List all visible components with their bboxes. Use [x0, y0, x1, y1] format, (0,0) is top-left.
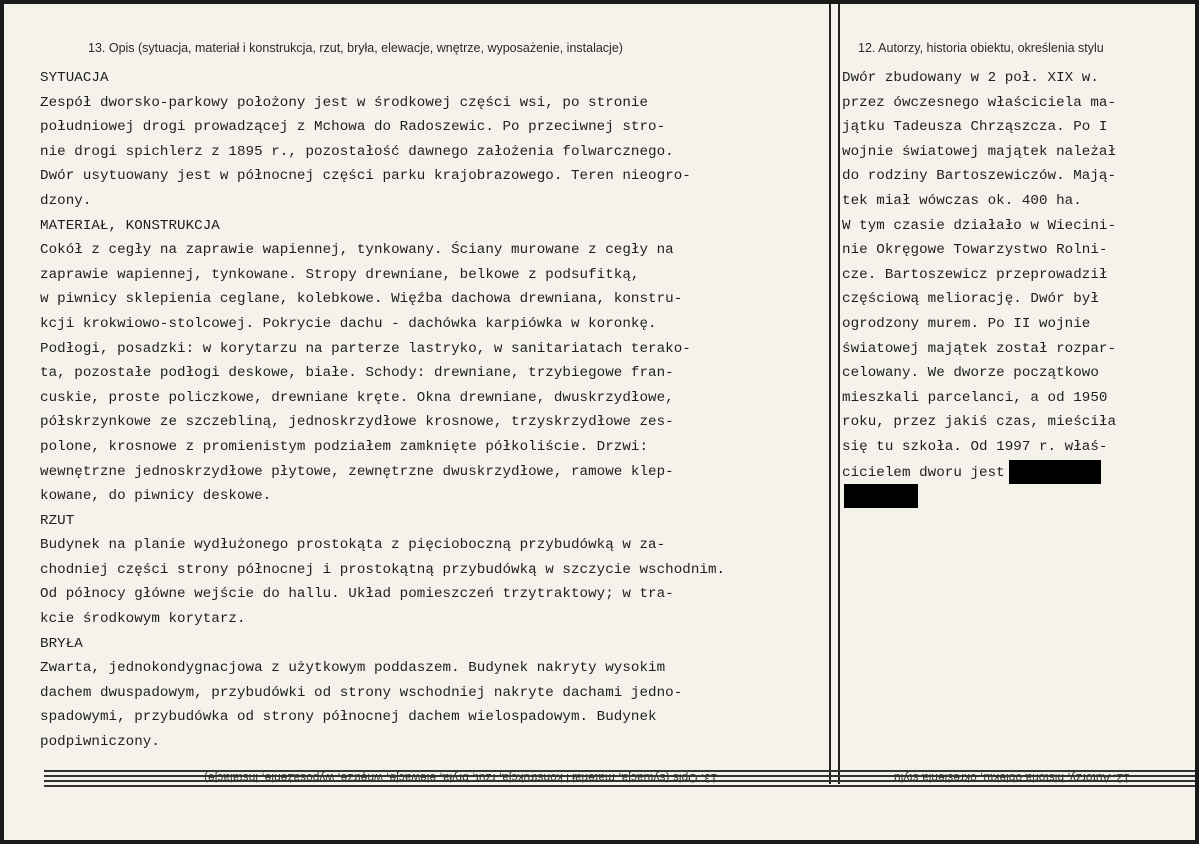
text-line: [842, 115, 1187, 140]
text-line: [40, 730, 840, 755]
line-text: SYTUACJA: [40, 70, 109, 86]
text-line: [40, 287, 840, 312]
line-text: ogrodzony murem. Po II wojnie: [842, 315, 1091, 332]
line-text: światowej majątek został rozpar-: [842, 340, 1117, 357]
section-heading: [40, 66, 840, 91]
text-line: [842, 164, 1187, 189]
line-text: Podłogi, posadzki: w korytarzu na parterze lastryko, w sanitariatach terako-: [40, 340, 691, 357]
text-line: [40, 140, 840, 165]
text-line: [40, 361, 840, 386]
line-text: kcji krokwiowo-stolcowej. Pokrycie dachu - dachówka karpiówka w koronkę.: [40, 315, 657, 332]
line-text: wewnętrzne jednoskrzydłowe płytowe, zewnętrzne dwuskrzydłowe, ramowe klep-: [40, 463, 674, 480]
text-line: [40, 238, 840, 263]
line-text: chodniej części strony północnej i prostokątną przybudówką w szczycie wschodnim.: [40, 561, 726, 578]
line-text: podpiwniczony.: [40, 734, 160, 751]
line-text: cicielem dworu jest: [842, 464, 1005, 481]
line-text: celowany. We dworze początkowo: [842, 365, 1099, 382]
line-text: półskrzynkowe ze szczebliną, jednoskrzydłowe krosnowe, trzyskrzydłowe zes-: [40, 414, 674, 431]
text-line: [40, 386, 840, 411]
line-text: dachem dwuspadowym, przybudówki od strony wschodniej nakryte dachami jedno-: [40, 684, 683, 701]
text-line: [40, 705, 840, 730]
line-text: nie Okręgowe Towarzystwo Rolni-: [842, 242, 1108, 259]
description-section-header: 13. Opis (sytuacja, materiał i konstrukcja, rzut, bryła, elewacje, wnętrze, wyposażenie, instalacje): [88, 41, 623, 55]
bottom-stripe-band: [44, 768, 1195, 790]
text-line: [842, 386, 1187, 411]
line-text: Dwór usytuowany jest w północnej części parku krajobrazowego. Teren nieogro-: [40, 168, 691, 185]
line-text: cze. Bartoszewicz przeprowadził: [842, 266, 1108, 283]
line-text: kowane, do piwnicy deskowe.: [40, 488, 272, 505]
text-line: [40, 410, 840, 435]
section-heading: [40, 214, 840, 239]
text-line: [842, 410, 1187, 435]
line-text: Zespół dworsko-parkowy położony jest w środkowej części wsi, po stronie: [40, 94, 649, 111]
text-line: [40, 337, 840, 362]
text-line: [40, 91, 840, 116]
text-line: [842, 312, 1187, 337]
line-text: tek miał wówczas ok. 400 ha.: [842, 192, 1082, 209]
section-heading: [40, 509, 840, 534]
line-text: przez ówczesnego właściciela ma-: [842, 94, 1117, 111]
line-text: Budynek na planie wydłużonego prostokąta z pięcioboczną przybudówką w za-: [40, 537, 666, 554]
text-line: [40, 460, 840, 485]
redaction-block: [1009, 460, 1101, 484]
text-line: [40, 435, 840, 460]
text-line: [842, 66, 1187, 91]
line-text: Od północy główne wejście do hallu. Układ pomieszczeń trzytraktowy; w tra-: [40, 586, 674, 603]
line-text: wojnie światowej majątek należał: [842, 143, 1117, 160]
line-text: polone, krosnowe z promienistym podziałem zamknięte półkoliście. Drzwi:: [40, 438, 649, 455]
line-text: nie drogi spichlerz z 1895 r., pozostałość dawnego założenia folwarcznego.: [40, 143, 674, 160]
text-line: [842, 91, 1187, 116]
text-line: [842, 214, 1187, 239]
text-line: [842, 140, 1187, 165]
line-text: BRYŁA: [40, 635, 83, 652]
text-line: [842, 287, 1187, 312]
history-column: [842, 66, 1187, 509]
line-text: cuskie, proste policzkowe, drewniane kręte. Okna drewniane, dwuskrzydłowe,: [40, 389, 674, 406]
line-text: dzony.: [40, 192, 92, 209]
line-text: ta, pozostałe podłogi deskowe, białe. Schody: drewniane, trzybiegowe fran-: [40, 365, 674, 382]
line-text: się tu szkoła. Od 1997 r. właś-: [842, 438, 1108, 455]
text-line: [842, 361, 1187, 386]
text-line: [40, 164, 840, 189]
text-line: [40, 263, 840, 288]
text-line: [40, 656, 840, 681]
text-line: [842, 337, 1187, 362]
line-text: RZUT: [40, 512, 75, 529]
line-text: spadowymi, przybudówka od strony północnej dachem wielospadowym. Budynek: [40, 709, 657, 726]
line-text: roku, przez jakiś czas, mieściła: [842, 414, 1117, 431]
line-text: W tym czasie działało w Wiecini-: [842, 217, 1117, 234]
line-text: MATERIAŁ, KONSTRUKCJA: [40, 217, 220, 234]
text-line: [40, 484, 840, 509]
line-text: kcie środkowym korytarz.: [40, 611, 246, 628]
text-line: [40, 582, 840, 607]
line-text: mieszkali parcelanci, a od 1950: [842, 389, 1108, 406]
text-line: [842, 238, 1187, 263]
section-heading: [40, 632, 840, 657]
redaction-block: [844, 484, 918, 508]
line-text: Dwór zbudowany w 2 poł. XIX w.: [842, 70, 1099, 86]
text-line: [842, 435, 1187, 460]
text-line: [842, 189, 1187, 214]
line-text: Zwarta, jednokondygnacjowa z użytkowym poddaszem. Budynek nakryty wysokim: [40, 660, 666, 677]
text-line: [40, 533, 840, 558]
text-line: [40, 312, 840, 337]
line-text: Cokół z cegły na zaprawie wapiennej, tynkowany. Ściany murowane z cegły na: [40, 242, 674, 259]
line-text: zaprawie wapiennej, tynkowane. Stropy drewniane, belkowe z podsufitką,: [40, 266, 640, 283]
text-line: [40, 681, 840, 706]
line-text: częściową meliorację. Dwór był: [842, 291, 1099, 308]
text-line: [842, 263, 1187, 288]
line-text: jątku Tadeusza Chrząszcza. Po I: [842, 119, 1108, 136]
text-line: [40, 189, 840, 214]
mirrored-description-header: 13. Opis (sytuacja, materiał i konstrukcja, rzut, bryła, elewacje, wnętrze, wyposażenie, instalacje): [204, 771, 718, 785]
text-line: [40, 607, 840, 632]
line-text: do rodziny Bartoszewiczów. Mają-: [842, 168, 1117, 185]
mirrored-history-header: 12. Autorzy, historia obiektu, określenia stylu: [894, 771, 1130, 785]
line-text: w piwnicy sklepienia ceglane, kolebkowe. Więźba dachowa drewniana, konstru-: [40, 291, 683, 308]
text-line: [40, 558, 840, 583]
document-sheet: [4, 4, 1195, 840]
description-column: [40, 66, 840, 755]
line-text: południowej drogi prowadzącej z Mchowa do Radoszewic. Po przeciwnej stro-: [40, 119, 666, 136]
history-section-header: 12. Autorzy, historia obiektu, określenia stylu: [858, 41, 1104, 55]
text-line: [842, 460, 1187, 485]
text-line: [40, 115, 840, 140]
text-line: [842, 484, 1187, 509]
